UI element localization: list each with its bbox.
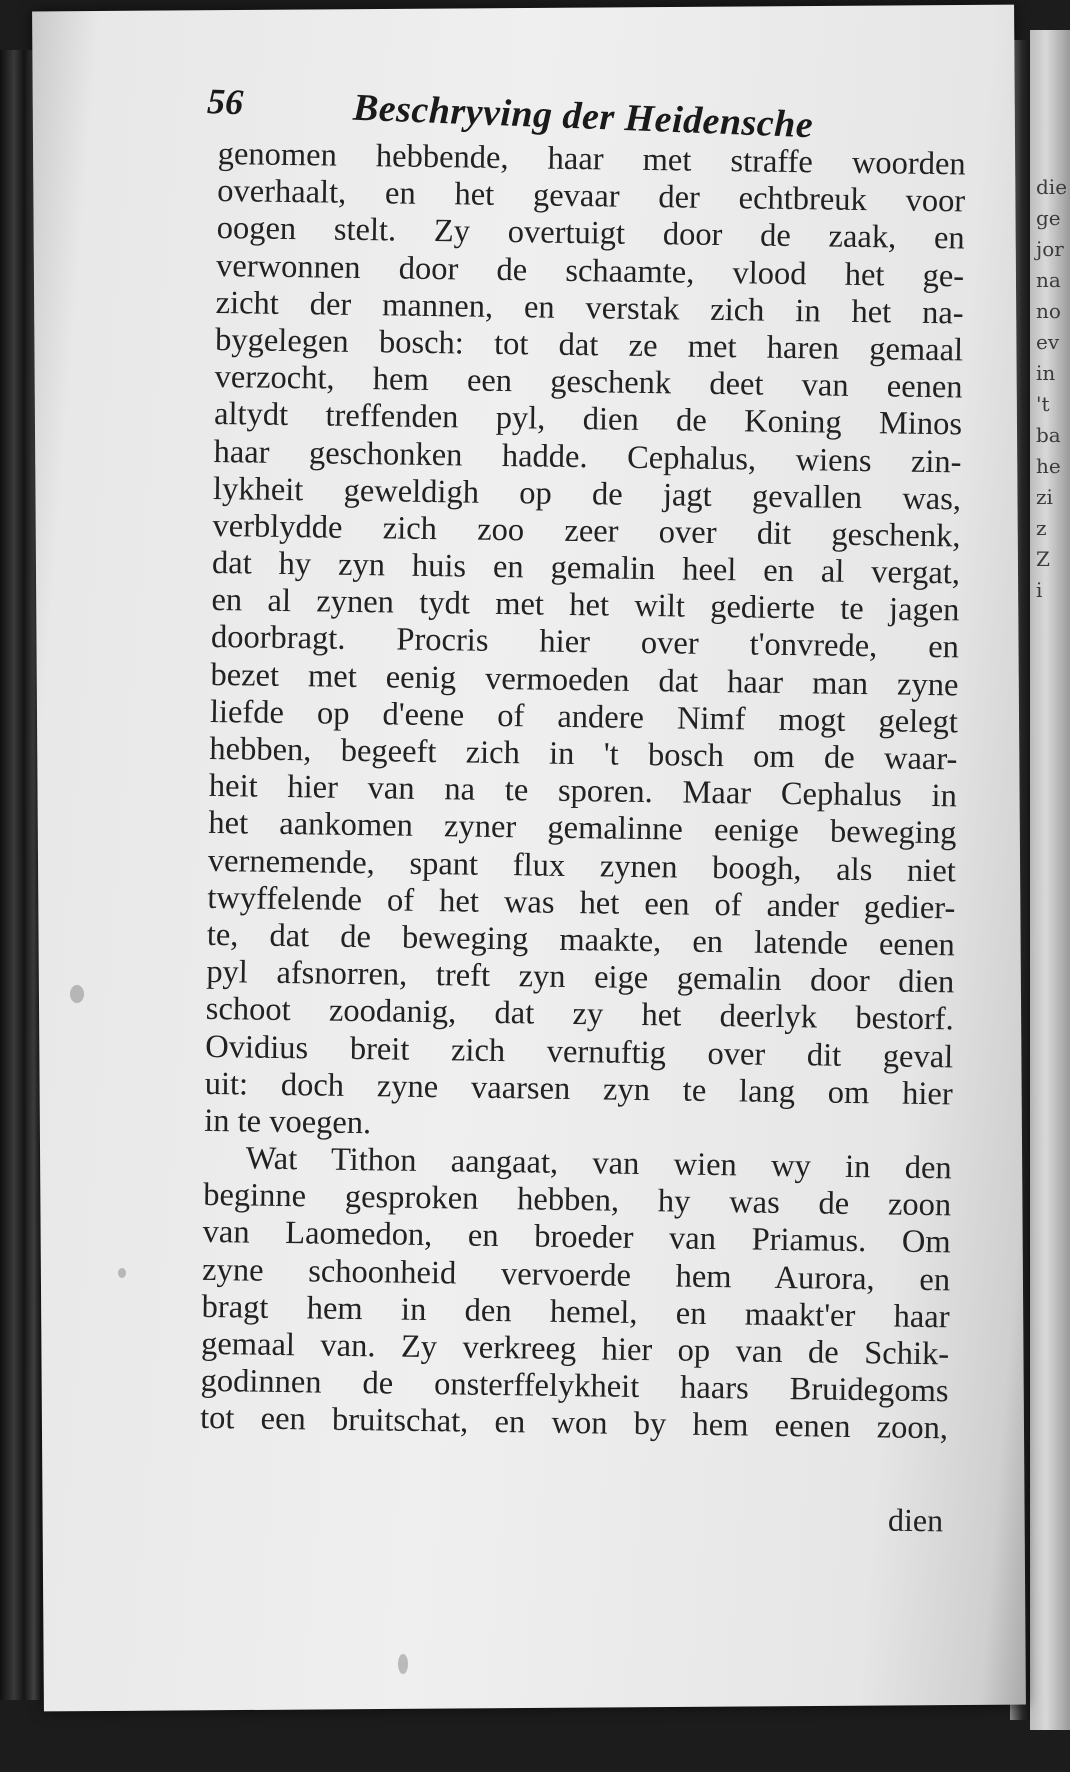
text-line: lykheit geweldigh op de jagt gevallen was,	[212, 470, 962, 518]
facing-page-margin-text: die ge jor na no ev in 't ba he zi z Z i	[1036, 175, 1068, 602]
text-line: genomen hebbende, haar met straffe woorden	[217, 136, 966, 183]
text-line: godinnen de onsterffelykheit haars Bruidegoms	[200, 1363, 949, 1410]
text-line: tot een bruitschat, en won by hem eenen zoon,	[199, 1400, 949, 1447]
text-line: schoot zoodanig, dat zy het deerlyk bestorf.	[205, 991, 954, 1038]
text-line: zyne schoonheid vervoerde hem Aurora, en	[201, 1251, 951, 1298]
text-line: bragt hem in den hemel, en maakt'er haar	[201, 1288, 950, 1336]
text-line: overhaalt, en het gevaar der echtbreuk voor	[216, 173, 966, 220]
text-line: twyffelende of het was het een of ander gedier-	[207, 879, 956, 927]
page-number: 56	[206, 80, 244, 123]
text-line: haar geschonken hadde. Cephalus, wiens zin-	[213, 433, 962, 480]
text-line: verwonnen door de schaamte, vlood het ge-	[215, 247, 965, 294]
body-text	[200, 136, 966, 1448]
text-line: heit hier van na te sporen. Maar Cephalus in	[208, 768, 958, 815]
text-line: bygelegen bosch: tot dat ze met haren gemaal	[214, 321, 964, 369]
text-line: van Laomedon, en broeder van Priamus. Om	[202, 1214, 951, 1261]
running-title: Beschryving der Heidensche	[352, 86, 815, 147]
page-smudge	[398, 1654, 408, 1674]
text-line: verblydde zich zoo zeer over dit geschenk,	[212, 507, 961, 555]
catchword: dien	[887, 1501, 944, 1539]
text-line: uit: doch zyne vaarsen zyn te lang om hier	[204, 1065, 953, 1113]
text-line: oogen stelt. Zy overtuigt door de zaak, en	[216, 210, 965, 257]
text-line: bezet met eenig vermoeden dat haar man zyne	[210, 656, 959, 704]
text-line: Wat Tithon aangaat, van wien wy in den	[245, 1140, 952, 1187]
text-line: dat hy zyn huis en gemalin heel en al vergat,	[211, 545, 961, 592]
text-line: gemaal van. Zy verkreeg hier op van de Schik-	[200, 1325, 950, 1373]
text-line: te, dat de beweging maakte, en latende eenen	[206, 916, 956, 964]
text-line: beginne gesproken hebben, hy was de zoon	[202, 1177, 952, 1224]
text-line: Ovidius breit zich vernuftig over dit geval	[205, 1028, 954, 1075]
text-line: het aankomen zyner gemalinne eenige beweging	[208, 805, 957, 852]
page-smudge	[118, 1268, 126, 1278]
text-line: altydt treffenden pyl, dien de Koning Minos	[213, 396, 963, 443]
text-line: en al zynen tydt met het wilt gedierte te jagen	[211, 582, 960, 629]
text-line: in te voegen.	[203, 1102, 372, 1142]
text-line: pyl afsnorren, treft zyn eige gemalin door dien	[206, 954, 955, 1001]
text-line: vernemende, spant flux zynen boogh, als niet	[207, 842, 957, 889]
text-line: verzocht, hem een geschenk deet van eenen	[214, 359, 963, 406]
text-line: hebben, begeeft zich in 't bosch om de waar-	[209, 730, 958, 778]
text-line: liefde op d'eene of andere Nimf mogt gelegt	[209, 693, 959, 741]
page-smudge	[70, 985, 84, 1003]
text-line: doorbragt. Procris hier over t'onvrede, en	[210, 619, 960, 666]
text-line: zicht der mannen, en verstak zich in het na-	[215, 284, 964, 332]
